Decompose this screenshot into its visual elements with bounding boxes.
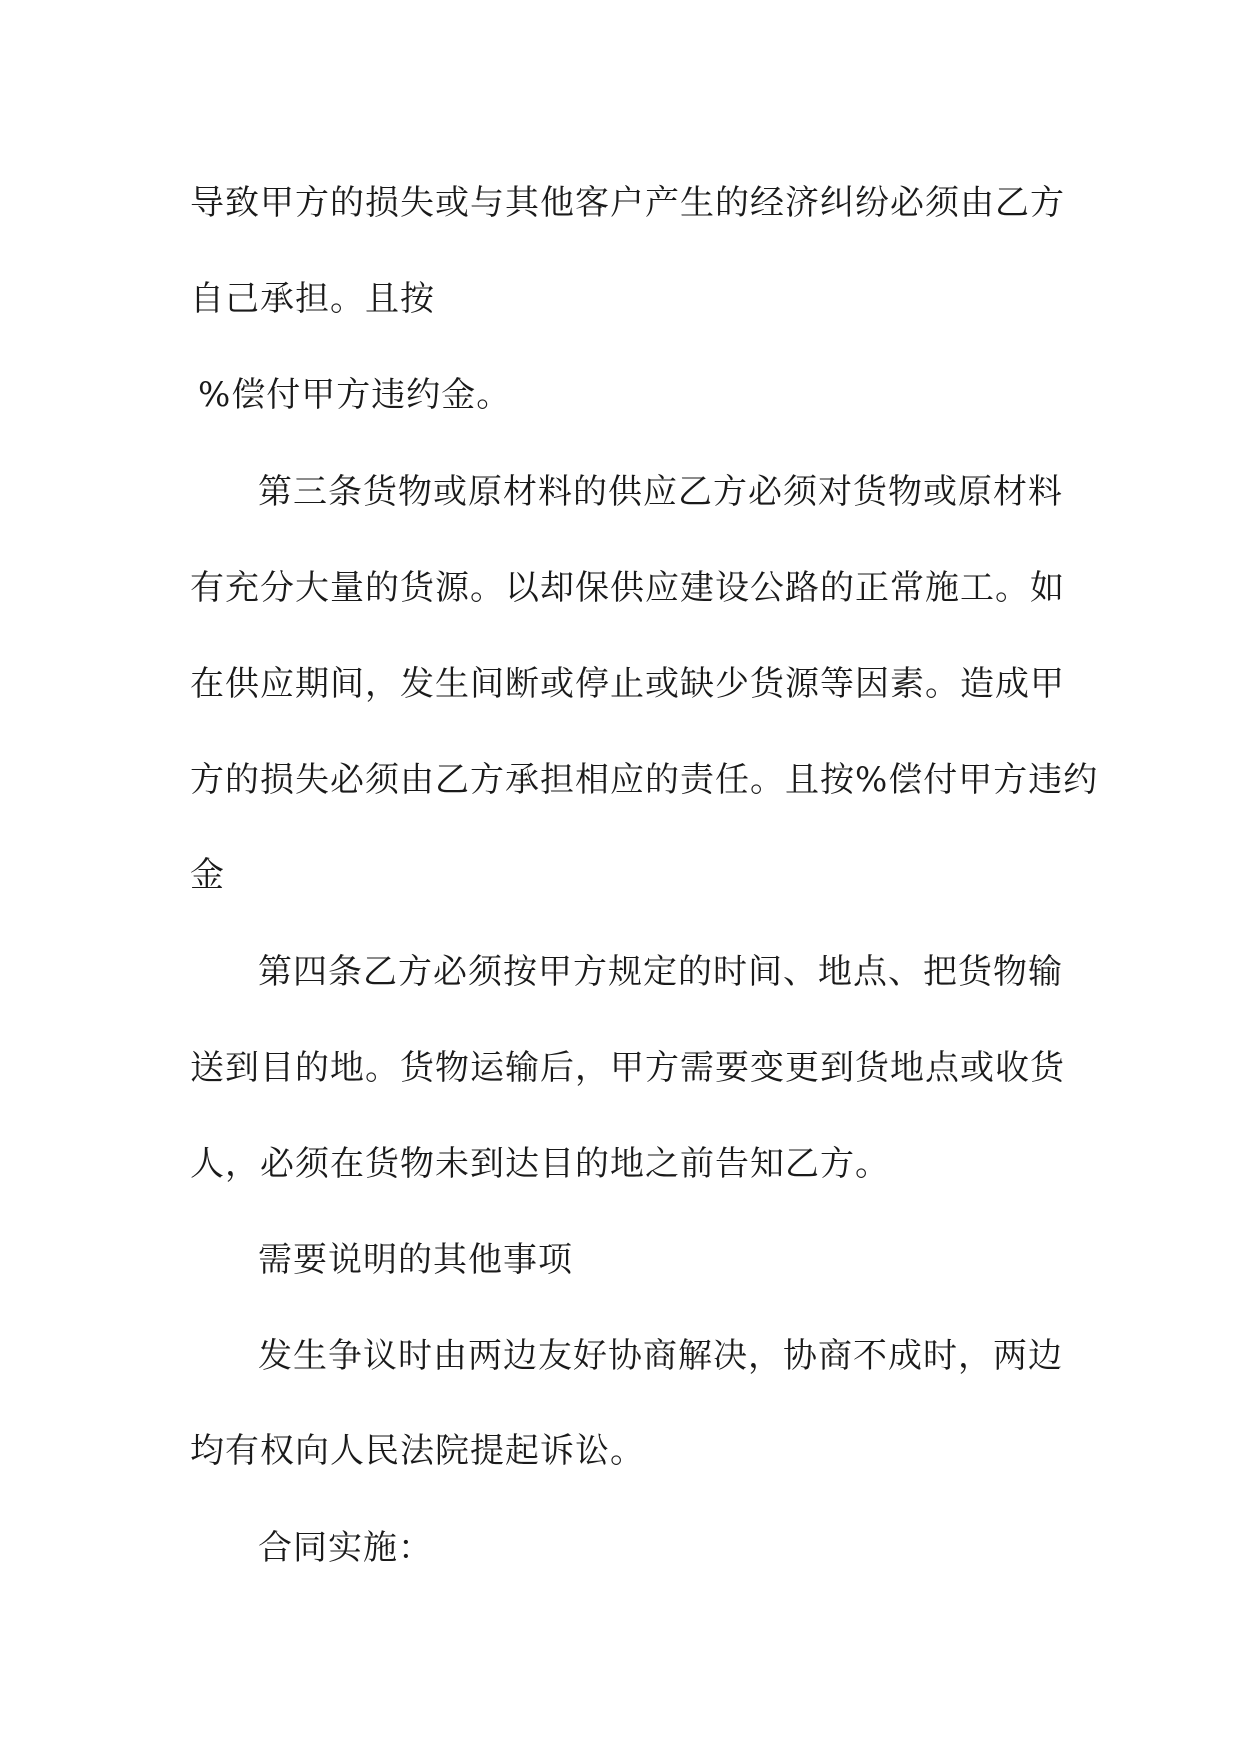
text-line: 均有权向人民法院提起诉讼。 xyxy=(190,1431,645,1471)
text-line: 方的损失必须由乙方承担相应的责任。且按%偿付甲方违约 xyxy=(190,760,1099,800)
text-line: 送到目的地。货物运输后，甲方需要变更到货地点或收货 xyxy=(190,1048,1065,1088)
text-line: 导致甲方的损失或与其他客户产生的经济纠纷必须由乙方 xyxy=(190,183,1065,223)
section-heading-other-matters: 需要说明的其他事项 xyxy=(258,1240,573,1280)
paragraph-article-3-start: 第三条货物或原材料的供应乙方必须对货物或原材料 xyxy=(258,472,1063,512)
section-heading-contract-implementation: 合同实施： xyxy=(258,1528,433,1568)
text-line: %偿付甲方违约金。 xyxy=(198,375,512,415)
text-line: 金 xyxy=(190,855,225,895)
text-line: 人，必须在货物未到达目的地之前告知乙方。 xyxy=(190,1144,890,1184)
text-line: 在供应期间，发生间断或停止或缺少货源等因素。造成甲 xyxy=(190,664,1065,704)
paragraph-dispute-start: 发生争议时由两边友好协商解决，协商不成时，两边 xyxy=(258,1336,1063,1376)
text-line: 自己承担。且按 xyxy=(190,279,435,319)
paragraph-article-4-start: 第四条乙方必须按甲方规定的时间、地点、把货物输 xyxy=(258,952,1063,992)
text-line: 有充分大量的货源。以却保供应建设公路的正常施工。如 xyxy=(190,568,1065,608)
